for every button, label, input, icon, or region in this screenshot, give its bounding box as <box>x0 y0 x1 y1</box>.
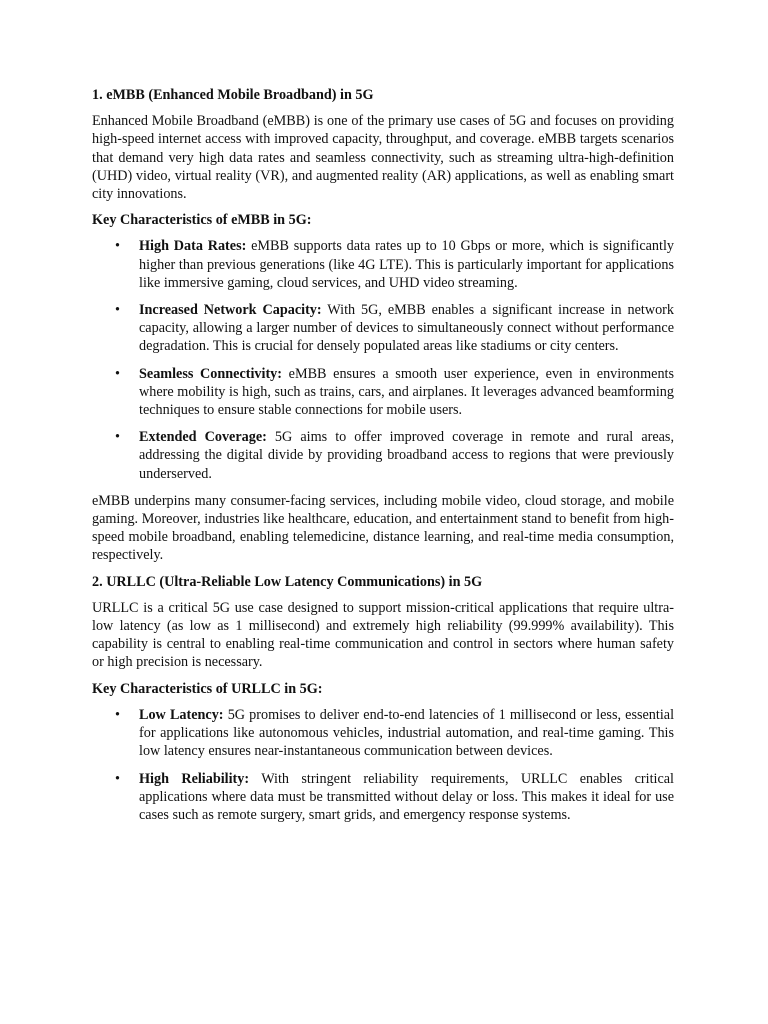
bullet-icon: • <box>115 365 120 382</box>
list-item-text: With 5G, eMBB enables a significant increase in network capacity, allowing a larger number of devices to simultaneously connect without performance degradation. This is crucial for densely populated areas like stadiums or city centers. <box>139 302 675 355</box>
section-1-heading: 1. eMBB (Enhanced Mobile Broadband) in 5G <box>92 87 374 103</box>
list-item-term: Extended Coverage: <box>139 429 267 446</box>
list-item <box>92 365 674 420</box>
section-2-heading: 2. URLLC (Ultra-Reliable Low Latency Communications) in 5G <box>92 573 483 590</box>
list-item-term: High Data Rates: <box>139 238 247 255</box>
list-item <box>92 237 674 292</box>
section-1-closing: eMBB underpins many consumer-facing services, including mobile video, cloud storage, and mobile gaming. Moreover, industries like healthcare, education, and entertainment stand to benefit from high-speed mobile broadband, enabling telemedicine, distance learning, and real-time media consumption, respectively. <box>92 492 674 564</box>
list-item-term: Increased Network Capacity: <box>139 302 322 319</box>
list-item-text: eMBB ensures a smooth user experience, even in environments where mobility is high, such as trains, cars, and airplanes. It leverages advanced beamforming techniques to ensure stable connections for mobile users. <box>139 365 675 419</box>
bullet-icon: • <box>115 706 120 723</box>
list-item-term: High Reliability: <box>139 770 250 787</box>
list-item-text: eMBB supports data rates up to 10 Gbps or more, which is significantly higher than previous generations (like 4G LTE). This is particularly important for applications like immersive gaming, cloud services, and UHD video streaming. <box>139 238 674 291</box>
bullet-icon: • <box>115 302 120 319</box>
list-item <box>92 770 674 825</box>
list-item <box>92 428 674 483</box>
section-1-list <box>92 237 674 482</box>
list-item-term: Seamless Connectivity: <box>139 365 282 382</box>
list-item-text: 5G promises to deliver end-to-end latencies of 1 millisecond or less, essential for applications like autonomous vehicles, industrial automation, and real-time gaming. This low latency ensures near-instantaneous communication between devices. <box>139 706 675 760</box>
list-item-text: With stringent reliability requirements, URLLC enables critical applications where data must be transmitted without delay or loss. This makes it ideal for use cases such as remote surgery, smart grids, and emergency response systems. <box>139 770 674 823</box>
bullet-icon: • <box>115 238 120 255</box>
bullet-icon: • <box>115 770 120 787</box>
document-page <box>92 86 674 833</box>
section-1-intro: Enhanced Mobile Broadband (eMBB) is one of the primary use cases of 5G and focuses on providing high-speed internet access with improved capacity, throughput, and coverage. eMBB targets scenarios that demand very high data rates and seamless connectivity, such as streaming ultra-high-definition (UHD) video, virtual reality (VR), and augmented reality (AR) applications, as well as enabling smart city innovations. <box>92 113 674 203</box>
section-2-intro: URLLC is a critical 5G use case designed to support mission-critical applications that require ultra-low latency (as low as 1 millisecond) and extremely high reliability (99.999% availability). This capability is central to enabling real-time communication and control in sectors where human safety or high precision is necessary. <box>92 599 674 671</box>
list-item <box>92 706 674 761</box>
list-item-term: Low Latency: <box>139 706 224 723</box>
section-2-key-heading: Key Characteristics of URLLC in 5G: <box>92 680 323 697</box>
bullet-icon: • <box>115 429 120 446</box>
list-item <box>92 301 674 356</box>
section-2-list <box>92 706 674 824</box>
section-1-key-heading: Key Characteristics of eMBB in 5G: <box>92 212 312 229</box>
list-item-text: 5G aims to offer improved coverage in remote and rural areas, addressing the digital divide by providing broadband access to regions that were previously underserved. <box>139 429 674 482</box>
